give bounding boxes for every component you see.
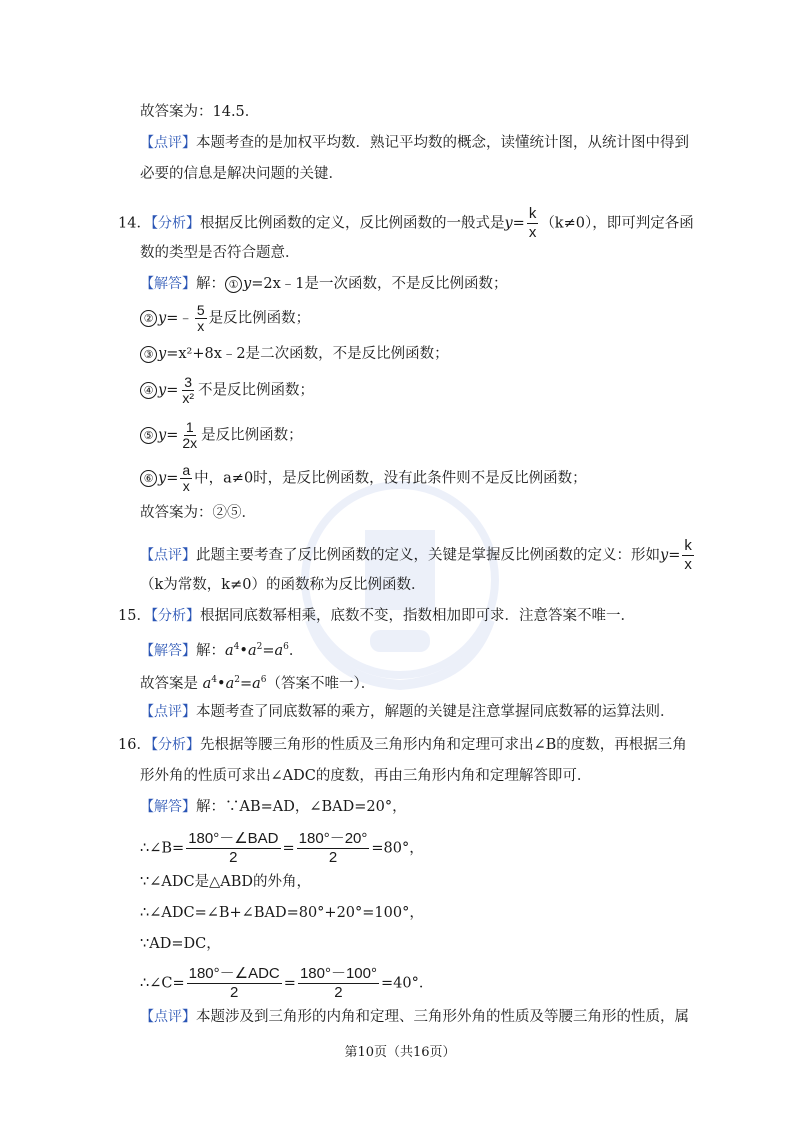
solution-15: 【解答】解：$a^4•a^2=a^6$． bbox=[140, 642, 304, 659]
tag-comment: 【点评】 bbox=[140, 135, 196, 151]
solution-14-item2: ② y=﹣ $\frac{5}{x}$ 是反比例函数； bbox=[140, 303, 310, 334]
tag-comment: 【点评】 bbox=[140, 704, 196, 720]
circled-number: ④ bbox=[140, 382, 157, 399]
tag-analysis: 【分析】 bbox=[150, 608, 200, 624]
analysis-14-cont: 数的类型是否符合题意． bbox=[140, 245, 300, 261]
comment-14-cont: （k为常数，k≠0）的函数称为反比例函数． bbox=[140, 577, 426, 593]
solution-14-item5: ⑤ y= $\frac{1}{2x}$ 是反比例函数； bbox=[140, 420, 303, 451]
fraction: $\frac{180^\circ-100^\circ}{2}$ bbox=[299, 965, 377, 1001]
fraction: $\frac{\text{180°－∠BAD}}{2}$ bbox=[188, 830, 279, 866]
comment-16: 【点评】本题涉及到三角形的内角和定理、三角形外角的性质及等腰三角形的性质，属 bbox=[140, 1009, 689, 1025]
fraction: $\frac{180^\circ-20^\circ}{2}$ bbox=[298, 830, 368, 866]
fraction-k-over-x: $\frac{k}{x}$ bbox=[684, 537, 692, 573]
tag-comment: 【点评】 bbox=[140, 1009, 196, 1025]
page-footer: 第10页（共16页） bbox=[344, 1045, 456, 1060]
solution-14-item3: ③ y=x²+8x﹣2是二次函数，不是反比例函数； bbox=[140, 344, 449, 364]
circled-number: ① bbox=[225, 276, 242, 293]
tag-solution: 【解答】 bbox=[140, 276, 196, 292]
fraction: $\frac{3}{\text{x²}}$ bbox=[182, 374, 195, 406]
circled-number: ② bbox=[140, 310, 157, 327]
solution-16-e: ∵AD=DC， bbox=[140, 936, 221, 952]
fraction-k-over-x: $\frac{k}{x}$ bbox=[528, 205, 537, 241]
analysis-16: 16．【分析】先根据等腰三角形的性质及三角形内角和定理可求出∠B的度数，再根据三角 bbox=[118, 737, 687, 753]
comment-14: 【点评】此题主要考查了反比例函数的定义，关键是掌握反比例函数的定义：形如y= $\frac{k}{x}$ bbox=[140, 537, 692, 573]
solution-16-d: ∴∠ADC=∠B+∠BAD=80°+20°=100°， bbox=[140, 905, 424, 921]
fraction: $\frac{1}{2x}$ bbox=[182, 419, 198, 451]
tag-solution: 【解答】 bbox=[140, 642, 196, 659]
answer-14: 故答案为：②⑤． bbox=[140, 505, 256, 521]
fraction: $\frac{5}{x}$ bbox=[196, 302, 205, 334]
fraction: $\frac{\text{180°－∠ADC}}{2}$ bbox=[188, 965, 280, 1001]
analysis-14: 14．【分析】根据反比例函数的定义，反比例函数的一般式是y= $\frac{k}{x}$ （k≠0），即可判定各函 bbox=[118, 205, 694, 241]
solution-14-item6: ⑥ y= $\frac{a}{x}$ 中，a≠0时，是反比例函数，没有此条件则不是反比例函数； bbox=[140, 463, 587, 494]
tag-comment: 【点评】 bbox=[140, 547, 196, 564]
comment-13-cont: 必要的信息是解决问题的关键． bbox=[140, 166, 343, 182]
tag-analysis: 【分析】 bbox=[150, 215, 200, 232]
analysis-15: 15．【分析】根据同底数幂相乘，底数不变，指数相加即可求．注意答案不唯一． bbox=[118, 608, 635, 624]
answer-15: 故答案是 $a^4•a^2=a^6$（答案不唯一）． bbox=[140, 675, 376, 692]
solution-14-item1: 【解答】解： ① y=2x﹣1是一次函数，不是反比例函数； bbox=[140, 276, 508, 292]
circled-number: ⑥ bbox=[140, 470, 157, 487]
solution-16-a: 【解答】解：∵AB=AD，∠BAD=20°， bbox=[140, 799, 407, 815]
circled-number: ⑤ bbox=[140, 427, 157, 444]
solution-14-item4: ④ y= $\frac{3}{\text{x²}}$ 不是反比例函数； bbox=[140, 375, 314, 406]
answer-13: 故答案为：14.5． bbox=[140, 104, 260, 120]
comment-13: 【点评】本题考查的是加权平均数．熟记平均数的概念，读懂统计图，从统计图中得到 bbox=[140, 135, 689, 151]
solution-16-f: ∴∠C= $\frac{\text{180°－∠ADC}}{2}$ = $\frac{180^\circ-100^\circ}{2}$ =40°． bbox=[140, 965, 434, 1001]
solution-16-c: ∵∠ADC是△ABD的外角， bbox=[140, 874, 311, 890]
tag-solution: 【解答】 bbox=[140, 799, 196, 815]
tag-analysis: 【分析】 bbox=[150, 737, 200, 753]
comment-15: 【点评】本题考查了同底数幂的乘方，解题的关键是注意掌握同底数幂的运算法则． bbox=[140, 704, 675, 720]
analysis-16-cont: 形外角的性质可求出∠ADC的度数，再由三角形内角和定理解答即可． bbox=[140, 768, 592, 784]
solution-16-b: ∴∠B= $\frac{\text{180°－∠BAD}}{2}$ = $\frac{180^\circ-20^\circ}{2}$ =80°， bbox=[140, 830, 424, 866]
fraction: $\frac{a}{x}$ bbox=[182, 462, 191, 494]
circled-number: ③ bbox=[140, 346, 157, 363]
